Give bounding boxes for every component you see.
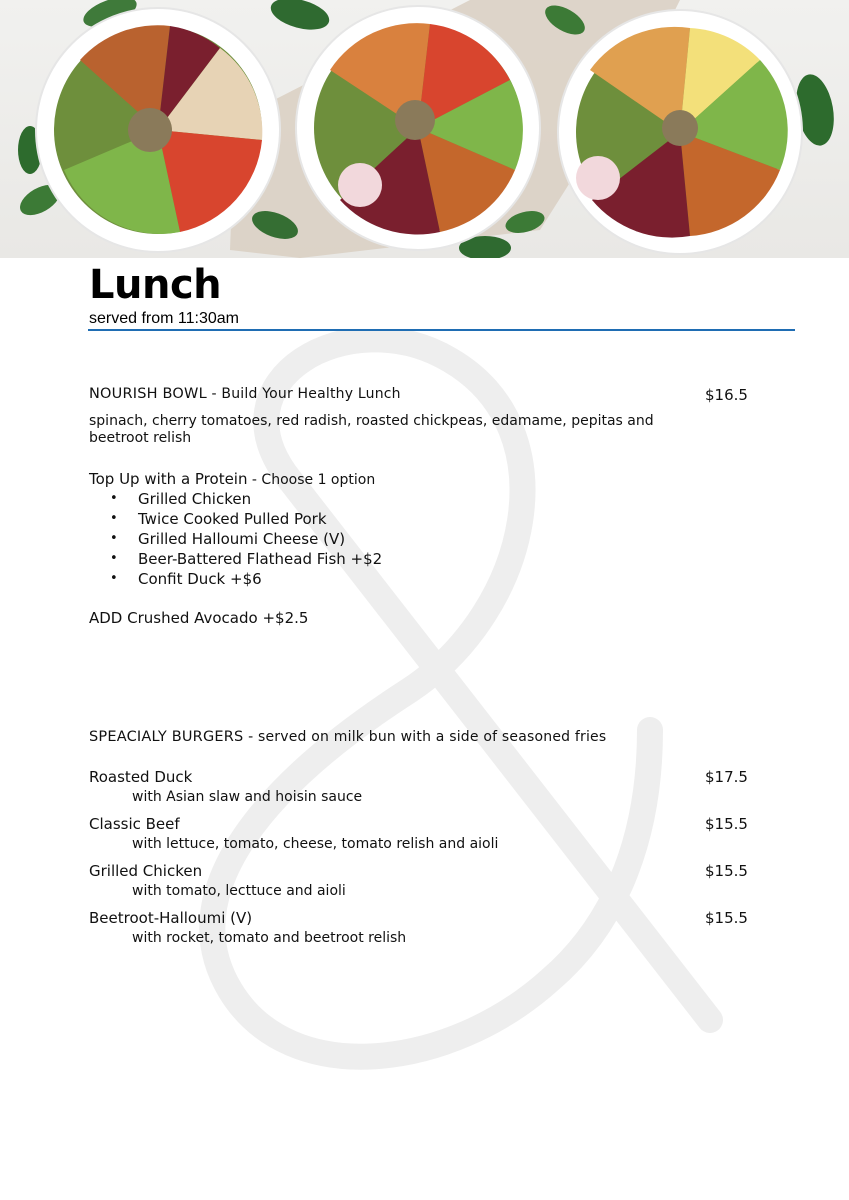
burger-description: with lettuce, tomato, cheese, tomato relish and aioli — [132, 836, 499, 852]
protein-note: - Choose 1 option — [247, 472, 376, 488]
nourish-bowl-tagline: - Build Your Healthy Lunch — [206, 386, 401, 402]
title-divider — [88, 329, 795, 331]
page-subtitle: served from 11:30am — [89, 310, 239, 327]
list-item: • Grilled Halloumi Cheese (V) — [110, 529, 382, 549]
protein-options-list — [110, 489, 382, 589]
burger-description: with tomato, lecttuce and aioli — [132, 883, 346, 899]
burger-price: $15.5 — [705, 815, 748, 833]
avocado-addon: ADD Crushed Avocado +$2.5 — [89, 609, 309, 627]
nourish-bowl-name: NOURISH BOWL — [89, 386, 207, 402]
burger-name: Roasted Duck — [89, 768, 193, 786]
burgers-heading-line — [89, 729, 606, 745]
burger-description: with rocket, tomato and beetroot relish — [132, 930, 407, 946]
burger-name: Classic Beef — [89, 815, 180, 833]
protein-heading: Top Up with a Protein — [89, 470, 248, 488]
nourish-bowl-description: spinach, cherry tomatoes, red radish, roasted chickpeas, edamame, pepitas and beetroot relish — [89, 413, 654, 446]
burger-price: $17.5 — [705, 768, 748, 786]
list-item: • Beer-Battered Flathead Fish +$2 — [110, 549, 382, 569]
burger-description: with Asian slaw and hoisin sauce — [132, 789, 363, 805]
burger-price: $15.5 — [705, 862, 748, 880]
page-title: Lunch — [89, 262, 222, 308]
list-item: • Grilled Chicken — [110, 489, 382, 509]
burgers-note: - served on milk bun with a side of seasoned fries — [243, 729, 607, 745]
burger-name: Beetroot-Halloumi (V) — [89, 909, 253, 927]
protein-heading-line — [89, 470, 375, 488]
list-item: • Twice Cooked Pulled Pork — [110, 509, 382, 529]
nourish-bowl-heading — [89, 386, 401, 402]
burger-price: $15.5 — [705, 909, 748, 927]
nourish-bowl-price: $16.5 — [705, 386, 748, 404]
burger-name: Grilled Chicken — [89, 862, 203, 880]
burgers-heading: SPEACIALY BURGERS — [89, 729, 244, 745]
list-item: • Confit Duck +$6 — [110, 569, 382, 589]
